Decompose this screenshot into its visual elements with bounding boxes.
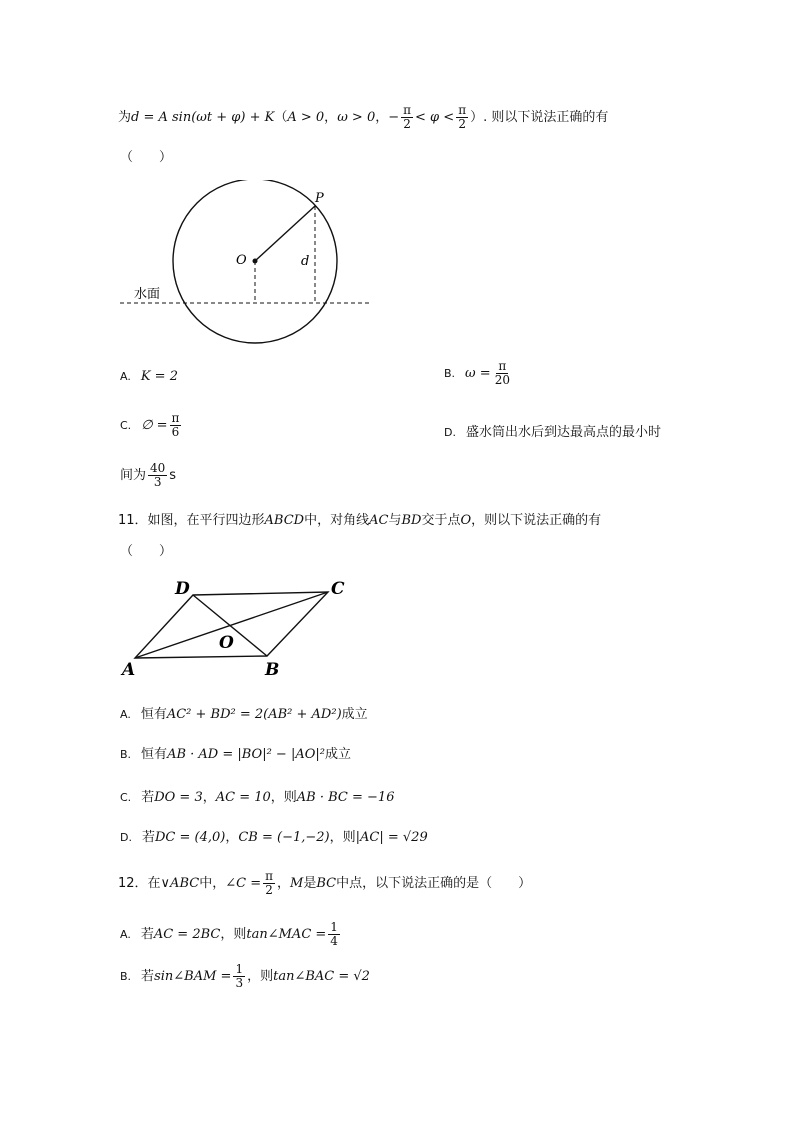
q11-option-b-math: AB · AD = |BO|² − |AO|²	[167, 747, 325, 762]
label-p: P	[315, 191, 324, 206]
q10-option-c-text: ∅ =	[141, 418, 168, 434]
q11-option-a: A. 恒有AC² + BD² = 2(AB² + AD²)成立	[120, 707, 368, 722]
q10-option-b-frac: $\frac{\pi}{20}$	[494, 359, 510, 388]
q11-option-c: C. 若DO = 3，AC = 10，则AB · BC = −16	[120, 790, 395, 805]
q10-option-d-frac: $\frac{40}{3}$	[150, 461, 166, 490]
q10-stem-prefix: 为	[118, 110, 132, 126]
center-dot	[253, 259, 258, 264]
q10-option-c: C. ∅ = $\frac{\pi}{6}$	[120, 411, 180, 440]
q10-option-d-text: 盛水筒出水后到达最高点的最小时	[465, 425, 661, 440]
label-o: O	[236, 253, 247, 268]
q10-figure	[110, 180, 380, 350]
q11-figure	[115, 570, 355, 680]
q10-frac2: $\frac{\pi}{2}$	[458, 103, 467, 132]
q10-suffix: ）. 则以下说法正确的有	[470, 110, 609, 126]
q10-option-a: A. K = 2	[120, 369, 178, 384]
q10-option-c-frac: $\frac{\pi}{6}$	[171, 411, 180, 440]
q10-frac1: $\frac{\pi}{2}$	[403, 103, 412, 132]
q12-option-b-frac: $\frac{1}{3}$	[235, 962, 244, 991]
label-d: d	[301, 254, 310, 269]
label-b: B	[265, 660, 280, 680]
q11-stem: 11．如图，在平行四边形ABCD中，对角线AC与BD交于点O，则以下说法正确的有	[118, 513, 602, 528]
q11-option-b: B. 恒有AB · AD = |BO|² − |AO|²成立	[120, 747, 351, 762]
q12-option-a-frac: $\frac{1}{4}$	[330, 920, 338, 949]
radius-op	[255, 206, 315, 261]
q10-option-d: D. 盛水筒出水后到达最高点的最小时	[444, 425, 661, 440]
label-c: C	[331, 579, 345, 599]
q12-option-a: A. 若AC = 2BC，则tan∠MAC = $\frac{1}{4}$	[120, 920, 338, 949]
label-water: 水面	[134, 287, 161, 302]
q10-paren: （ ）	[120, 150, 173, 165]
label-d: D	[175, 579, 190, 599]
q10-option-b-text: ω =	[465, 366, 491, 382]
label-o: O	[219, 633, 234, 653]
q10-stem	[118, 104, 608, 131]
q10-cond3-left: −	[388, 110, 400, 126]
q10-formula: d = A sin(ωt + φ) + K	[131, 110, 275, 126]
q10-cond2: ω > 0	[337, 110, 376, 126]
q10-open: （	[274, 110, 288, 126]
q12-frac: $\frac{\pi}{2}$	[265, 869, 273, 898]
label-a: A	[122, 660, 136, 680]
q11-option-a-math: AC² + BD² = 2(AB² + AD²)	[166, 707, 342, 722]
q10-sep2: ，	[375, 110, 389, 126]
q12-stem: 12．在∨ABC中，∠C = $\frac{\pi}{2}$ ，M是BC中点，以下说法正确的是（ ）	[118, 869, 532, 898]
q10-option-b: B. ω = $\frac{\pi}{20}$	[444, 359, 510, 388]
q10-option-d-cont: 间为 $\frac{40}{3}$ s	[120, 461, 177, 490]
q10-cond1: A > 0	[287, 110, 325, 126]
q11-paren: （ ）	[120, 544, 173, 559]
q10-option-a-text: K = 2	[140, 369, 178, 384]
q10-sep1: ，	[324, 110, 338, 126]
q11-option-d: D. 若DC = (4,0)，CB = (−1,−2)，则|AC| = √29	[120, 830, 428, 845]
q10-cond3-mid: < φ <	[415, 110, 455, 126]
q12-option-b: B. 若sin∠BAM = $\frac{1}{3}$ ，则tan∠BAC = √2	[120, 962, 370, 991]
